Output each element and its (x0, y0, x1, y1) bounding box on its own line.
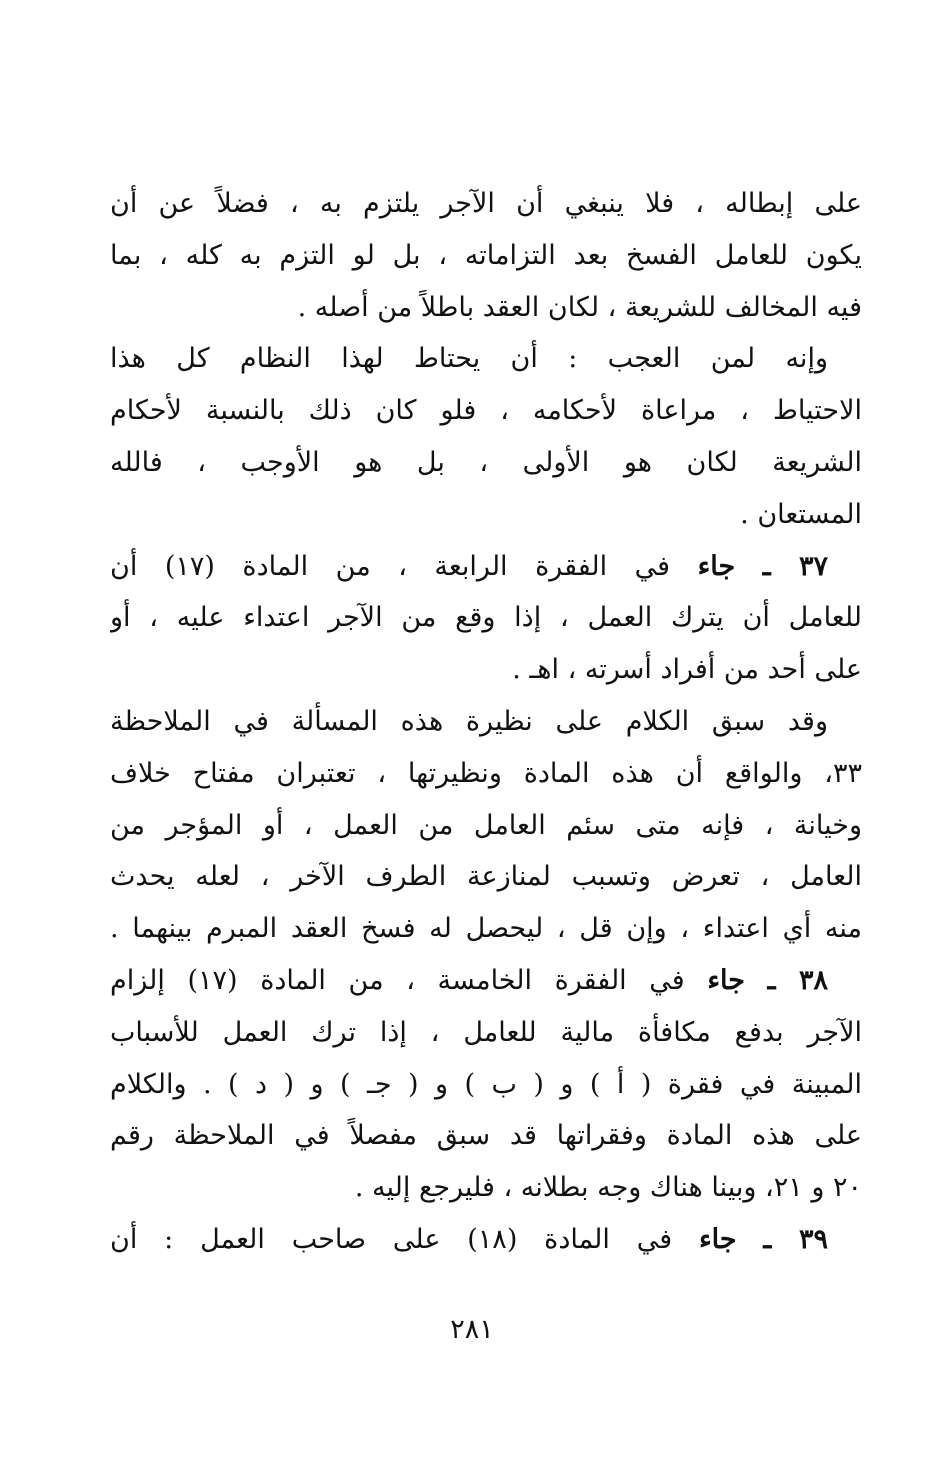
text-line: الآجر بدفع مكافأة مالية للعامل ، إذا ترك العمل للأسباب (110, 1016, 862, 1048)
text-line: منه أي اعتداء ، وإن قل ، ليحصل له فسخ العقد المبرم بينهما . (110, 913, 862, 945)
text-line: المستعان . (740, 498, 862, 530)
text-line: المبينة في فقرة ( أ ) و ( ب ) و ( جـ ) و ( د ) . والكلام (110, 1068, 862, 1100)
text-line: على إبطاله ، فلا ينبغي أن الآجر يلتزم به ، فضلاً عن أن (110, 188, 862, 219)
text-line: العامل ، تعرض وتسبب لمنازعة الطرف الآخر ، لعله يحدث (110, 861, 862, 893)
text-line: على هذه المادة وفقراتها قد سبق مفصلاً في الملاحظة رقم (110, 1120, 862, 1152)
body-text (110, 178, 862, 1266)
text-line: الشريعة لكان هو الأولى ، بل هو الأوجب ، فالله (110, 446, 862, 478)
text-line: وخيانة ، فإنه متى سئم العامل من العمل ، أو المؤجر من (110, 809, 862, 841)
text-line: الاحتياط ، مراعاة لأحكامه ، فلو كان ذلك بالنسبة لأحكام (110, 395, 862, 427)
item-number: ٣٨ ـ (767, 964, 828, 996)
item-keyword: جاء (707, 964, 745, 996)
item-keyword: جاء (697, 550, 736, 582)
paragraph-start-line: وإنه لمن العجب : أن يحتاط لهذا النظام كل هذا (110, 343, 828, 375)
page-number: ٢٨١ (450, 1314, 494, 1345)
numbered-item-line: ٣٧ ـ جاء في الفقرة الرابعة ، من المادة (١٧) أن (110, 550, 828, 582)
text-line: على أحد من أفراد أسرته ، اهـ . (512, 654, 862, 686)
text-line: ٣٣، والواقع أن هذه المادة ونظيرتها ، تعتبران مفتاح خلاف (110, 757, 862, 789)
paragraph-start-line: وقد سبق الكلام على نظيرة هذه المسألة في الملاحظة (110, 705, 828, 737)
item-number: ٣٧ ـ (762, 550, 828, 582)
item-keyword: جاء (698, 1223, 737, 1255)
text-line: يكون للعامل الفسخ بعد التزاماته ، بل لو التزم به كله ، بما (110, 239, 862, 271)
numbered-item-line: ٣٨ ـ جاء في الفقرة الخامسة ، من المادة (١٧) إلزام (110, 964, 828, 996)
text-line: للعامل أن يترك العمل ، إذا وقع من الآجر اعتداء عليه ، أو (110, 602, 862, 634)
text-line: فيه المخالف للشريعة ، لكان العقد باطلاً من أصله . (297, 291, 862, 323)
item-number: ٣٩ ـ (763, 1223, 828, 1255)
numbered-item-line: ٣٩ ـ جاء في المادة (١٨) على صاحب العمل : أن (110, 1223, 828, 1255)
text-line: ٢٠ و ٢١، وبينا هناك وجه بطلانه ، فليرجع إليه . (354, 1172, 862, 1204)
